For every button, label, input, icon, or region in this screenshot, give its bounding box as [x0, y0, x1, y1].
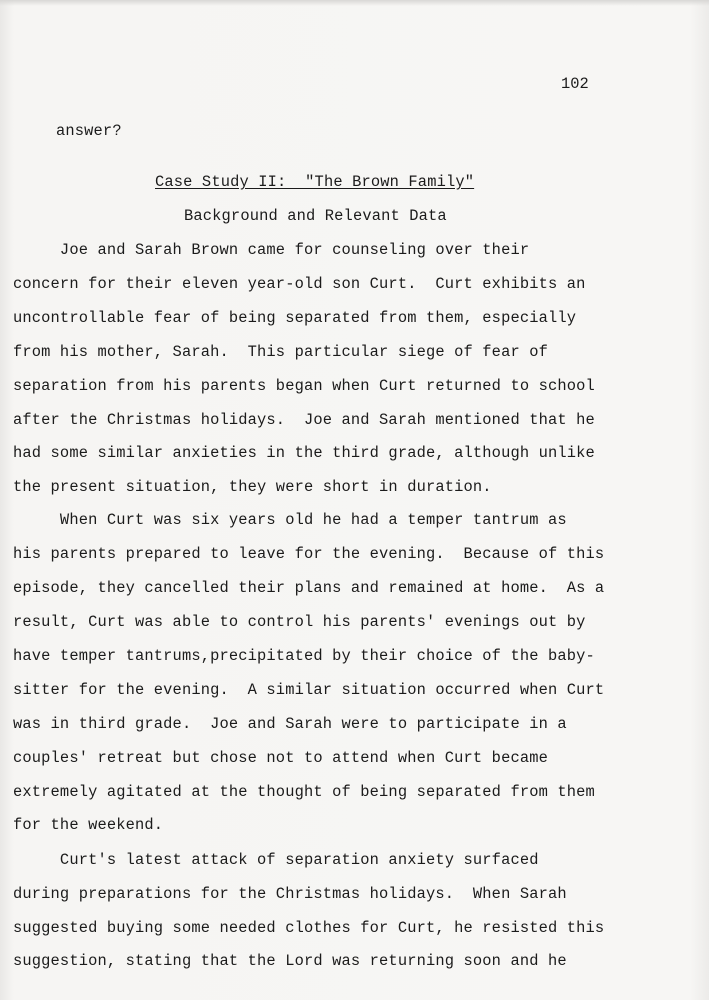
body-line: have temper tantrums,precipitated by their choice of the baby- [13, 647, 595, 665]
body-line: extremely agitated at the thought of being separated from them [13, 783, 595, 801]
body-line: episode, they cancelled their plans and remained at home. As a [13, 579, 605, 597]
section-subheading: Background and Relevant Data [184, 207, 447, 225]
body-line: during preparations for the Christmas holidays. When Sarah [13, 885, 567, 903]
body-line: uncontrollable fear of being separated from them, especially [13, 309, 577, 327]
body-line: concern for their eleven year-old son Curt. Curt exhibits an [13, 275, 586, 293]
body-line: result, Curt was able to control his parents' evenings out by [13, 613, 586, 631]
body-line: Curt's latest attack of separation anxiety surfaced [13, 851, 539, 869]
case-study-title: Case Study II: "The Brown Family" [155, 173, 475, 191]
body-line: his parents prepared to leave for the evening. Because of this [13, 545, 605, 563]
body-line: the present situation, they were short in duration. [13, 478, 492, 496]
body-line: separation from his parents began when Curt returned to school [13, 377, 595, 395]
body-line: When Curt was six years old he had a temper tantrum as [13, 511, 567, 529]
page-number: 102 [561, 75, 589, 93]
body-line: Joe and Sarah Brown came for counseling over their [13, 241, 530, 259]
body-line: sitter for the evening. A similar situation occurred when Curt [13, 681, 605, 699]
continuation-text: answer? [56, 122, 122, 140]
page-top-edge [0, 0, 709, 6]
body-line: was in third grade. Joe and Sarah were to participate in a [13, 715, 567, 733]
body-line: for the weekend. [13, 816, 164, 834]
body-line: had some similar anxieties in the third grade, although unlike [13, 444, 595, 462]
body-line: couples' retreat but chose not to attend when Curt became [13, 749, 548, 767]
body-line: suggestion, stating that the Lord was returning soon and he [13, 952, 567, 970]
body-line: suggested buying some needed clothes for Curt, he resisted this [13, 919, 605, 937]
body-line: from his mother, Sarah. This particular siege of fear of [13, 343, 548, 361]
body-line: after the Christmas holidays. Joe and Sarah mentioned that he [13, 411, 595, 429]
